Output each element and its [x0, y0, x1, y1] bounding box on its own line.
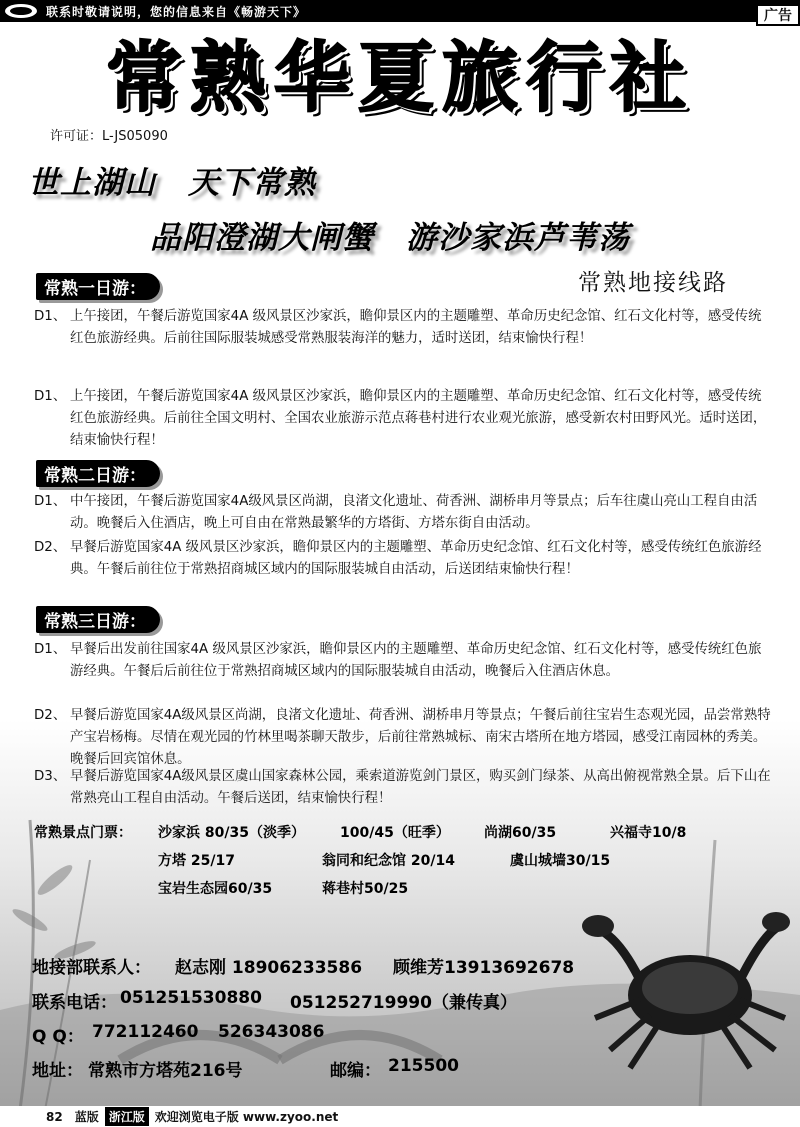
- section-tag-one-day: 常熟一日游：: [36, 273, 160, 300]
- routes-subtitle: 常熟地接线路: [578, 270, 728, 296]
- itinerary-item: D3、 早餐后游览国家4A级风景区虞山国家森林公园，乘索道游览剑门景区，购买剑门绿茶、从高出俯视常熟全景。后下山在常熟亮山工程自由活动。午餐后送团，结束愉快行程！: [34, 769, 771, 806]
- qq-label: Q Q：: [32, 1027, 84, 1047]
- itinerary-item: D1、 早餐后出发前往国家4A 级风景区沙家浜，瞻仰景区内的主题雕塑、革命历史纪念馆、红石文化村等，感受传统红色旅游经典。午餐后后前往位于常熟招商城区域内的国际服装城自由活动，晚餐后入住酒店休息。: [34, 642, 762, 679]
- qq-number: 526343086: [218, 1022, 325, 1042]
- ticket-price: 兴福寺10/8: [610, 825, 687, 841]
- contact-persons-label: 地接部联系人：: [32, 958, 151, 978]
- province-edition-badge: 浙江版: [105, 1107, 149, 1126]
- website-notice: 欢迎浏览电子版 www.zyoo.net: [154, 1110, 339, 1124]
- page-footer: [0, 1106, 800, 1127]
- ticket-price: 尚湖60/35: [484, 825, 557, 841]
- zip-code: 215500: [388, 1056, 459, 1076]
- edition-label: 蓝版: [74, 1110, 99, 1124]
- address: 常熟市方塔苑216号: [88, 1061, 243, 1081]
- slogan-line-1: 世上湖山 天下常熟: [28, 165, 316, 201]
- ticket-price: 方塔 25/17: [158, 853, 235, 869]
- ticket-price: 100/45（旺季）: [340, 825, 450, 841]
- ticket-price: 宝岩生态园60/35: [158, 881, 273, 897]
- itinerary-item: D1、 中午接团，午餐后游览国家4A级风景区尚湖，良渚文化遗址、荷香洲、湖桥串月等景点；后车往虞山亮山工程自由活动。晚餐后入住酒店，晚上可自由在常熟最繁华的方塔街、方塔东街自由活动。: [34, 494, 758, 531]
- itinerary-item: D2、 早餐后游览国家4A 级风景区沙家浜，瞻仰景区内的主题雕塑、革命历史纪念馆、红石文化村等，感受传统红色旅游经典。午餐后前往位于常熟招商城区域内的国际服装城自由活动，后送团结束愉快行程！: [34, 540, 762, 577]
- license-number: 许可证：L-JS05090: [50, 129, 168, 144]
- section-tag-two-day: 常熟二日游：: [36, 460, 160, 487]
- contact-person: 顾维芳13913692678: [393, 958, 575, 978]
- contact-person: 赵志刚 18906233586: [175, 958, 363, 978]
- page-number: 82: [46, 1109, 63, 1124]
- ticket-prices-label: 常熟景点门票：: [34, 825, 132, 841]
- itinerary-item: D2、 早餐后游览国家4A级风景区尚湖，良渚文化遗址、荷香洲、湖桥串月等景点；午餐后前往宝岩生态观光园，品尝常熟特产宝岩杨梅。尽情在观光园的竹林里喝茶聊天散步，后前往常熟城标、南宋古塔所在地方塔园，感受江南园林的秀美。晚餐后回宾馆休息。: [34, 708, 771, 767]
- phone-number: 051252719990（兼传真）: [290, 993, 517, 1013]
- top-strip: [0, 0, 800, 22]
- itinerary-item: D1、 上午接团，午餐后游览国家4A 级风景区沙家浜，瞻仰景区内的主题雕塑、革命历史纪念馆、红石文化村等，感受传统红色旅游经典。后前往国际服装城感受常熟服装海洋的魅力，适时送团，结束愉快行程！: [34, 309, 762, 346]
- phone-number: 051251530880: [120, 988, 262, 1008]
- magazine-logo-icon: [4, 3, 38, 19]
- qq-number: 772112460: [92, 1022, 199, 1042]
- source-notice: 联系时敬请说明，您的信息来自《畅游天下》: [46, 4, 307, 19]
- phone-label: 联系电话：: [32, 993, 117, 1013]
- agency-title: 常熟华夏旅行社: [106, 33, 694, 122]
- slogan-line-2: 品阳澄湖大闸蟹 游沙家浜芦苇荡: [150, 220, 630, 256]
- section-tag-three-day: 常熟三日游：: [36, 606, 160, 633]
- ticket-price: 翁同和纪念馆 20/14: [322, 853, 455, 869]
- zip-label: 邮编：: [330, 1061, 381, 1081]
- advertisement-label: 广告: [756, 4, 800, 26]
- ticket-price: 蒋巷村50/25: [322, 881, 409, 897]
- address-label: 地址：: [32, 1061, 83, 1081]
- hairy-crab-illustration: [580, 900, 790, 1080]
- ticket-price: 沙家浜 80/35（淡季）: [158, 825, 305, 841]
- itinerary-item: D1、 上午接团，午餐后游览国家4A 级风景区沙家浜，瞻仰景区内的主题雕塑、革命历史纪念馆、红石文化村等，感受传统红色旅游经典。后前往全国文明村、全国农业旅游示范点蒋巷村进行农业观光旅游，感受新农村田野风光。适时送团，结束愉快行程！: [34, 389, 767, 448]
- ticket-price: 虞山城墙30/15: [510, 853, 611, 869]
